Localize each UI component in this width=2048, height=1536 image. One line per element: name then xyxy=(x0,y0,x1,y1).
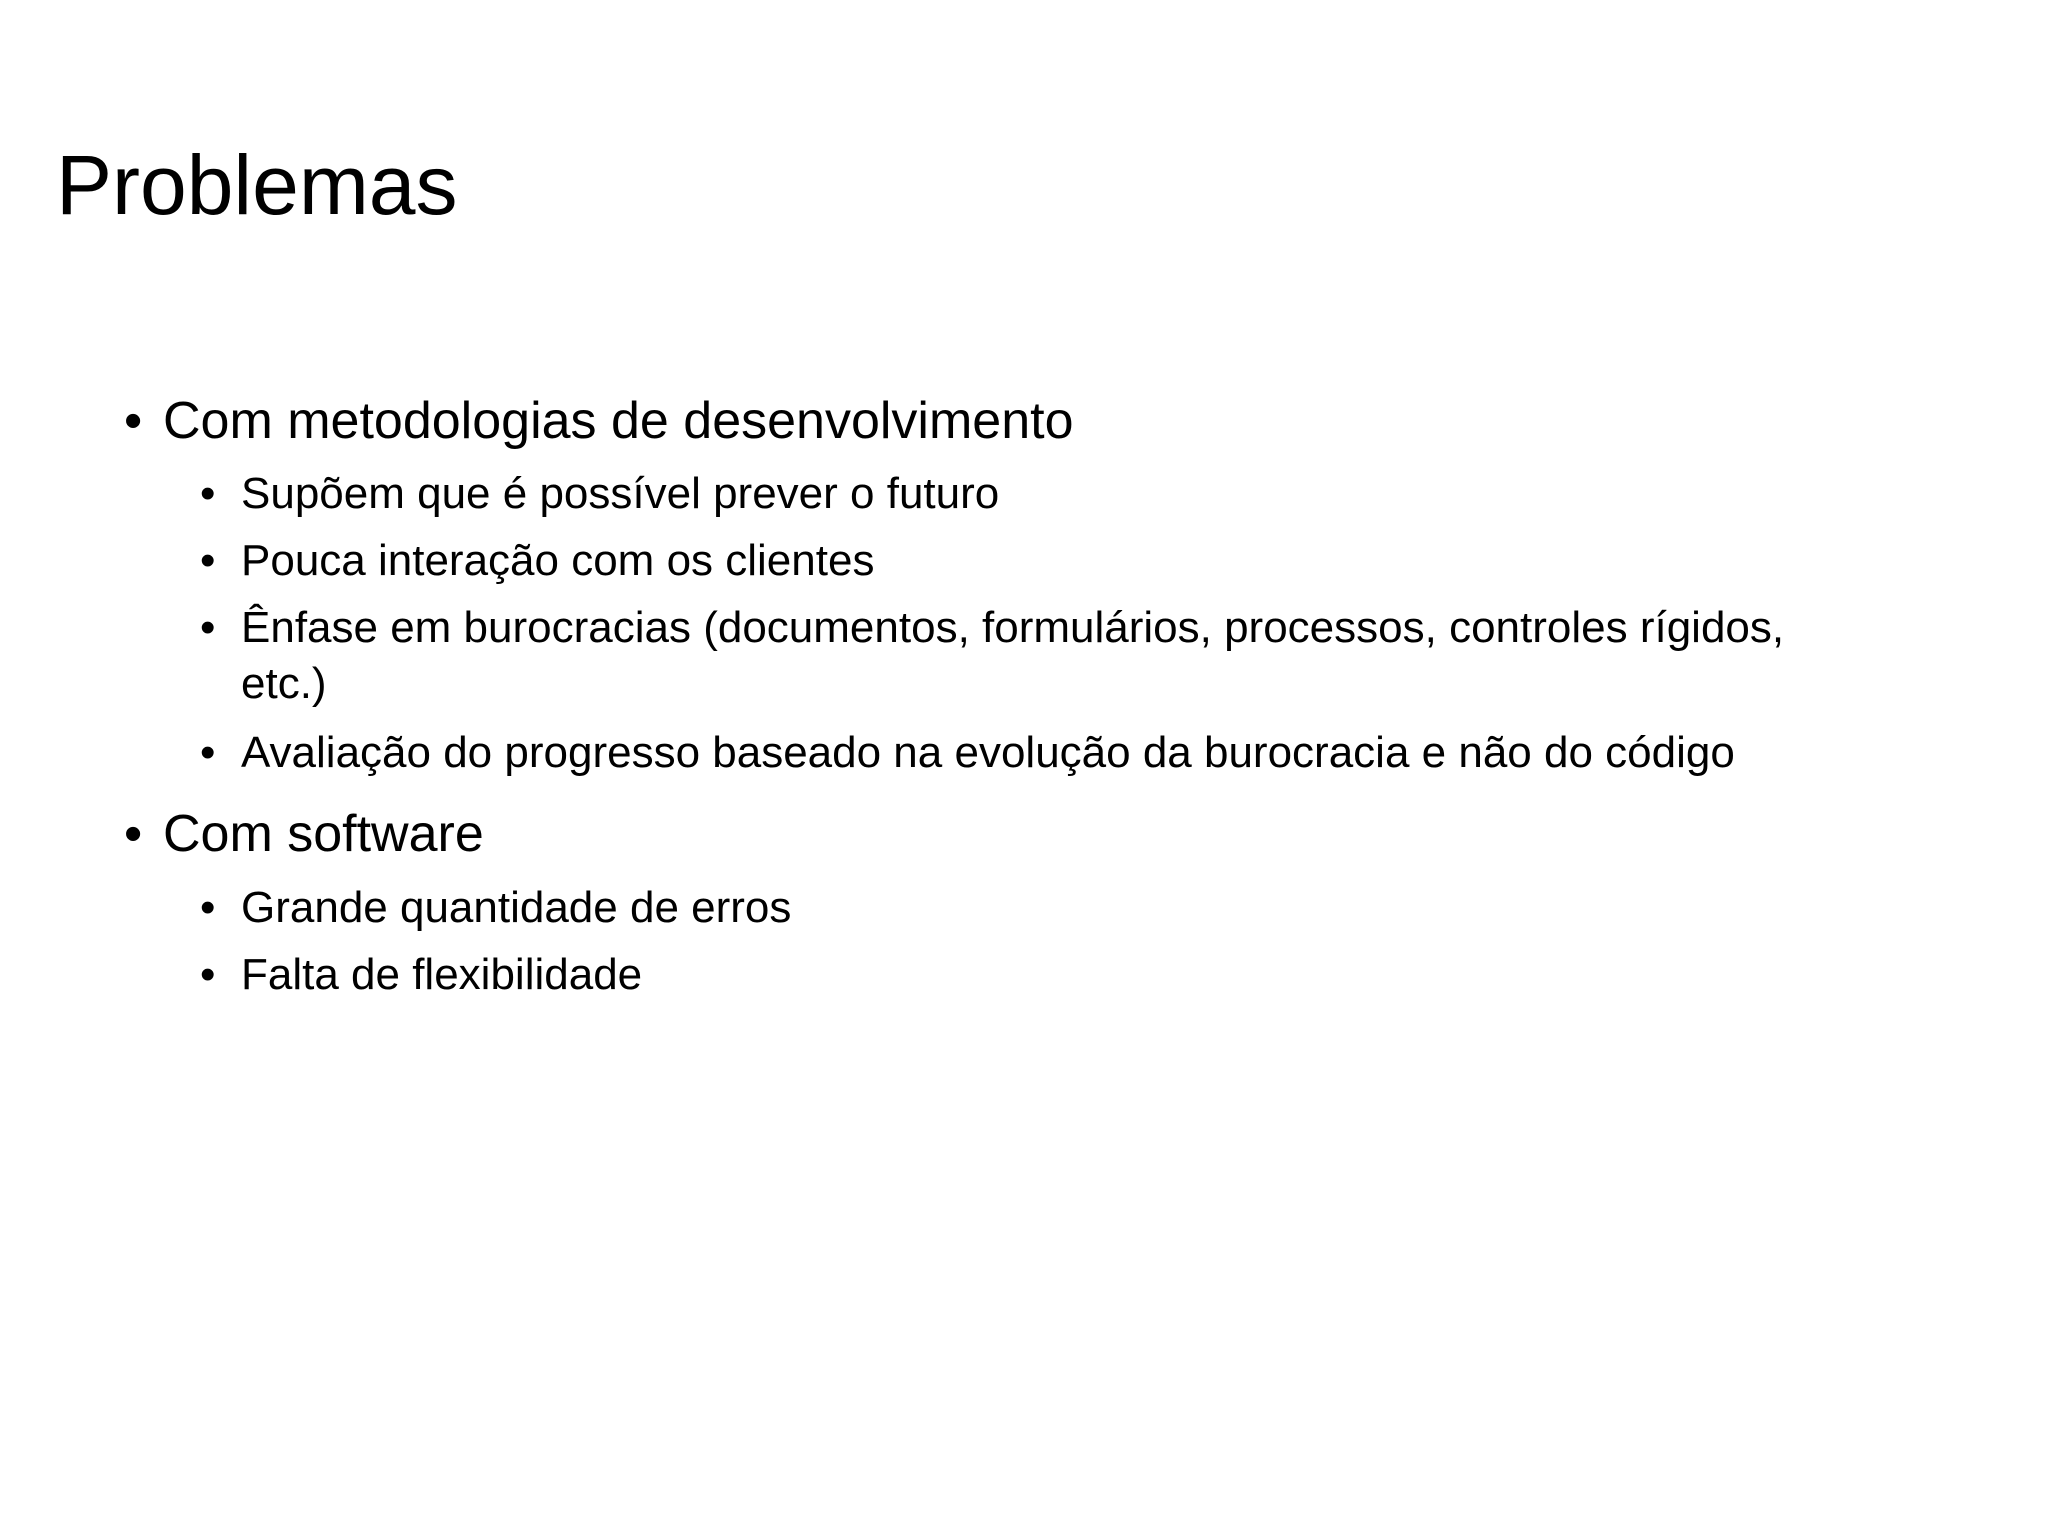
bullet-icon: • xyxy=(200,469,216,518)
slide-title: Problemas xyxy=(56,138,458,232)
bullet-icon: • xyxy=(124,392,143,450)
bullet-icon: • xyxy=(200,536,216,585)
bullet-icon: • xyxy=(200,950,216,999)
bullet-icon: • xyxy=(124,805,143,863)
list-item-text: Supõem que é possível prever o futuro xyxy=(241,469,1000,518)
list-item-text: Avaliação do progresso baseado na evolução da burocracia e não do código xyxy=(241,728,1735,777)
bullet-icon: • xyxy=(200,603,216,652)
section-heading: Com software xyxy=(163,805,484,863)
section-heading: Com metodologias de desenvolvimento xyxy=(163,392,1074,450)
bullet-icon: • xyxy=(200,728,216,777)
list-item-text: Ênfase em burocracias (documentos, formulários, processos, controles rígidos, etc.) xyxy=(241,603,1785,708)
list-item-text: Grande quantidade de erros xyxy=(241,883,792,932)
list-item-text: Falta de flexibilidade xyxy=(241,950,643,999)
bullet-icon: • xyxy=(200,883,216,932)
list-item-text: Pouca interação com os clientes xyxy=(241,536,875,585)
